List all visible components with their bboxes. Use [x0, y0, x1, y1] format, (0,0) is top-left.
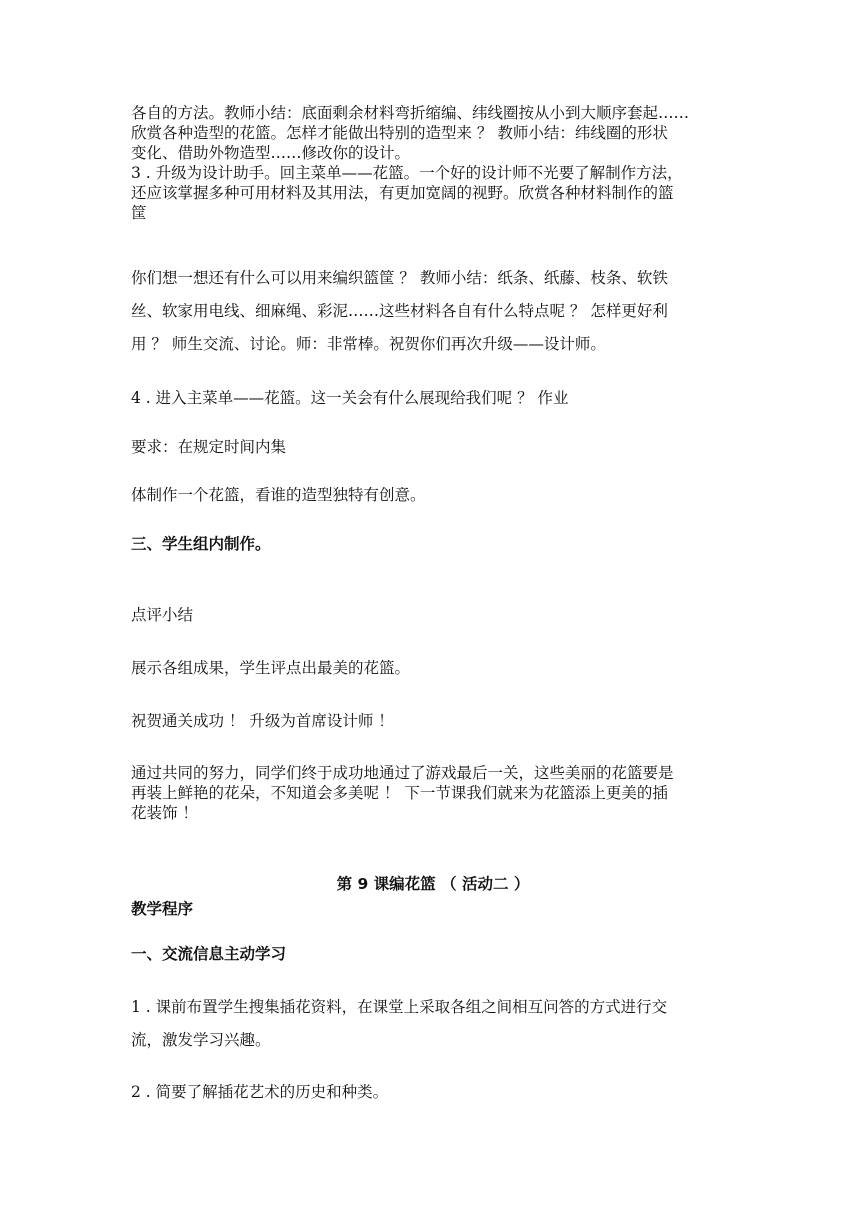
text-line: 再装上鲜艳的花朵，不知道会多美呢 ！ 下一节课我们就来为花篮添上更美的插: [131, 784, 668, 802]
text-line: 丝、软家用电线、细麻绳、彩泥……这些材料各自有什么特点呢 ？ 怎样更好利: [131, 302, 668, 320]
paragraph-step-1: [131, 991, 735, 1057]
text-line: 筐: [131, 204, 147, 222]
text-line: 你们想一想还有什么可以用来编织篮筐 ？ 教师小结：纸条、纸藤、枝条、软铁: [131, 269, 668, 287]
text-line: 还应该掌握多种可用材料及其用法，有更加宽阔的视野。欣赏各种材料制作的篮: [131, 184, 674, 202]
text-line: 变化、借助外物造型……修改你的设计。: [131, 144, 411, 162]
paragraph-methods-summary: [131, 103, 735, 223]
text-line: 欣赏各种造型的花篮。怎样才能做出特别的造型来 ？ 教师小结：纬线圈的形状: [131, 124, 668, 142]
paragraph-step-2: 2 . 简要了解插花艺术的历史和种类。: [131, 1083, 389, 1101]
text-line: 流，激发学习兴趣。: [131, 1031, 271, 1049]
text-line: 3 . 升级为设计助手。回主菜单——花篮。一个好的设计师不光要了解制作方法，: [131, 164, 683, 182]
paragraph-materials: [131, 262, 735, 361]
paragraph-congrats: 祝贺通关成功 ！ 升级为首席设计师 ！: [131, 712, 394, 730]
paragraph-showcase: 展示各组成果，学生评点出最美的花篮。: [131, 659, 411, 677]
heading-exchange-info: 一、交流信息主动学习: [131, 945, 287, 963]
paragraph-conclusion: [131, 763, 735, 823]
section-label: 教学程序: [131, 900, 194, 918]
paragraph-review: 点评小结: [131, 606, 194, 624]
text-line: 1 . 课前布置学生搜集插花资料，在课堂上采取各组之间相互问答的方式进行交: [131, 998, 668, 1016]
text-line: 通过共同的努力，同学们终于成功地通过了游戏最后一关，这些美丽的花篮要是: [131, 764, 674, 782]
paragraph-task: 体制作一个花篮，看谁的造型独特有创意。: [131, 486, 426, 504]
text-line: 各自的方法。教师小结：底面剩余材料弯折缩编、纬线圈按从小到大顺序套起……: [131, 104, 690, 122]
paragraph-requirement: 要求：在规定时间内集: [131, 438, 287, 456]
heading-group-making: 三、学生组内制作。: [131, 535, 271, 553]
text-line: 用 ？ 师生交流、讨论。师：非常棒。祝贺你们再次升级——设计师。: [131, 335, 606, 353]
paragraph-step-4: 4 . 进入主菜单——花篮。这一关会有什么展现给我们呢 ？ 作业: [131, 389, 569, 407]
text-line: 花装饰 ！: [131, 804, 198, 822]
lesson-title: 第 9 课编花篮 （ 活动二 ）: [336, 875, 530, 893]
